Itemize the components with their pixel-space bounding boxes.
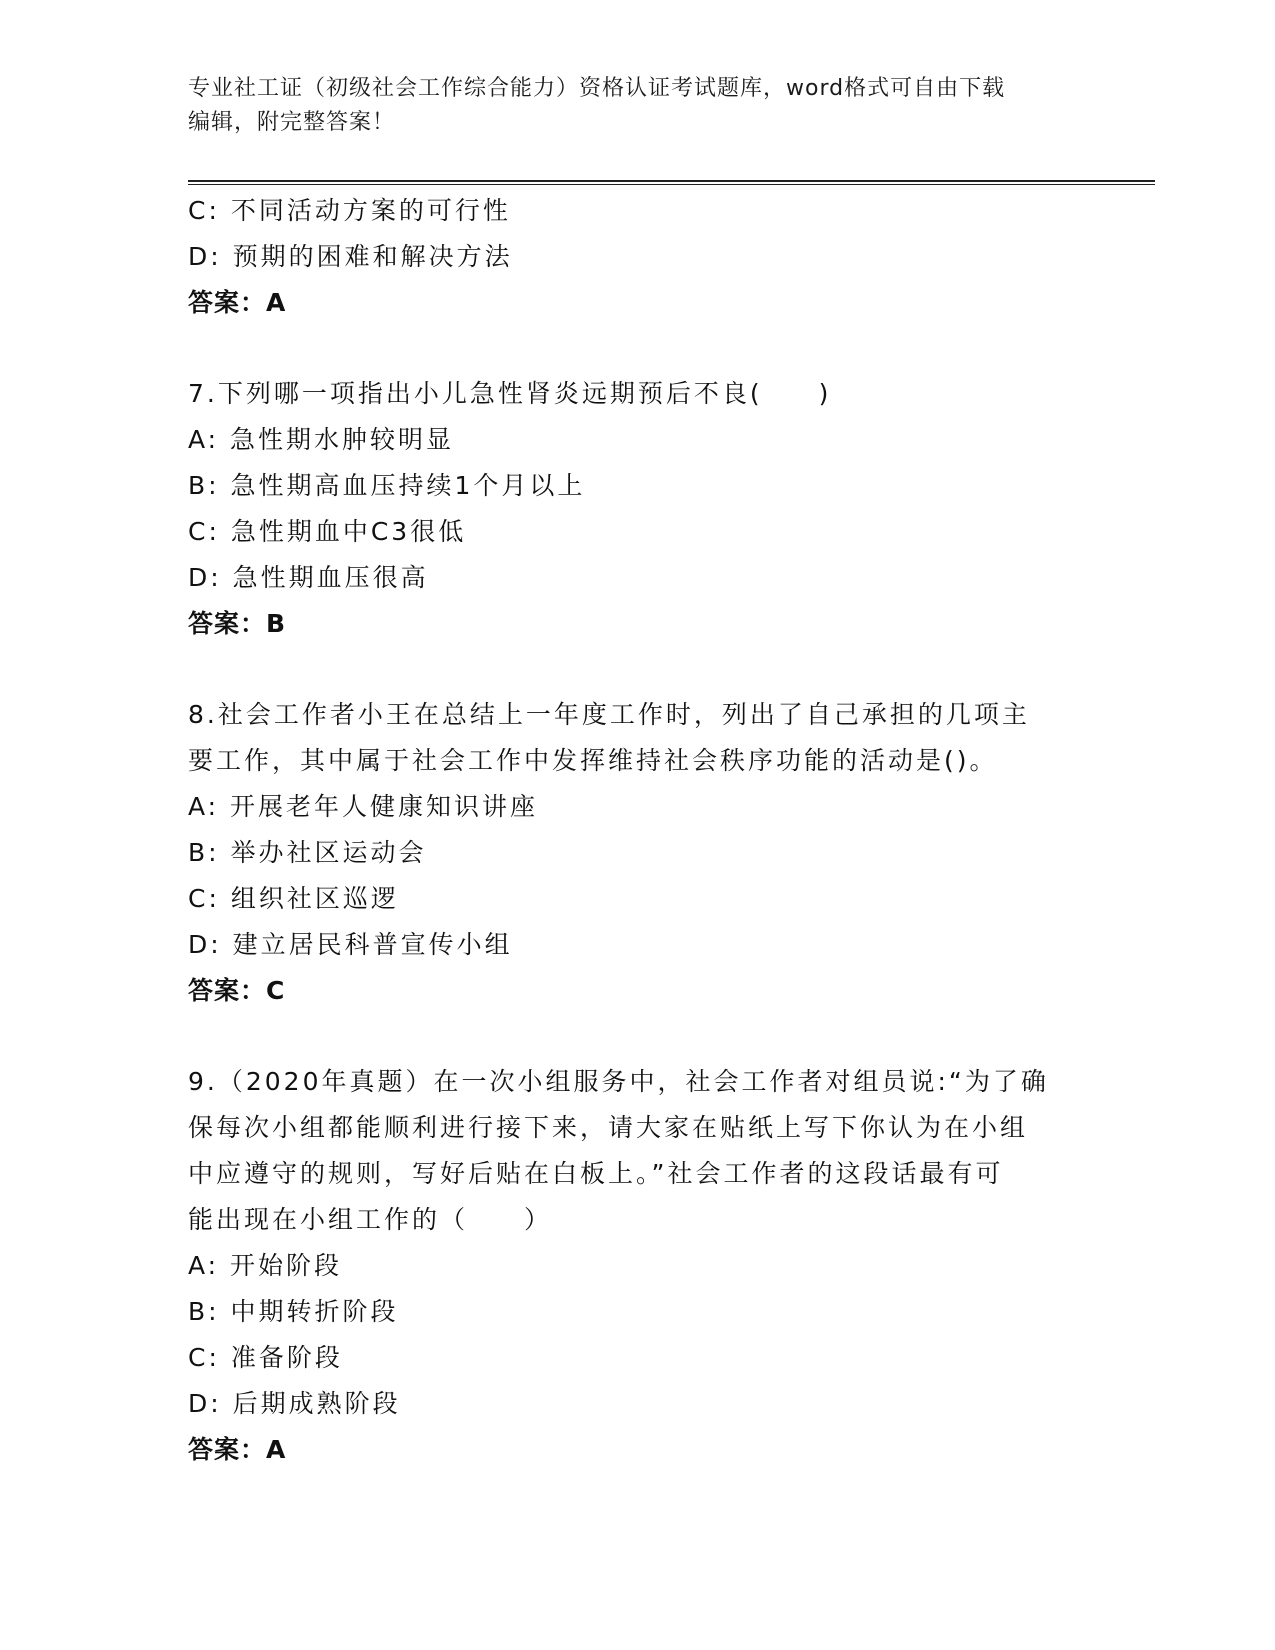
question-8 — [188, 692, 1088, 1014]
option-a: A: 开展老年人健康知识讲座 — [188, 792, 539, 821]
spacer — [188, 326, 1088, 371]
option-a: A: 开始阶段 — [188, 1251, 343, 1280]
answer: 答案：C — [188, 976, 286, 1005]
option-c: C: 急性期血中C3很低 — [188, 517, 467, 546]
option-b: B: 中期转折阶段 — [188, 1297, 399, 1326]
option-c: C: 组织社区巡逻 — [188, 884, 399, 913]
header-line-1: 专业社工证（初级社会工作综合能力）资格认证考试题库，word格式可自由下载 — [188, 76, 1006, 101]
question-stem-line-1: 9.（2020年真题）在一次小组服务中，社会工作者对组员说:“为了确 — [188, 1067, 1049, 1096]
option-d: D: 预期的困难和解决方法 — [188, 242, 513, 271]
spacer — [188, 647, 1088, 692]
answer: 答案：A — [188, 1435, 287, 1464]
question-stem: 7.下列哪一项指出小儿急性肾炎远期预后不良( ) — [188, 379, 832, 408]
question-stem-line-2: 保每次小组都能顺利进行接下来，请大家在贴纸上写下你认为在小组 — [188, 1113, 1029, 1142]
option-b: B: 急性期高血压持续1个月以上 — [188, 471, 586, 500]
question-stem-line-3: 中应遵守的规则，写好后贴在白板上。”社会工作者的这段话最有可 — [188, 1159, 1004, 1188]
answer: 答案：A — [188, 288, 287, 317]
question-6-continued — [188, 188, 1088, 326]
option-c: C: 准备阶段 — [188, 1343, 343, 1372]
header-line-2: 编辑，附完整答案！ — [188, 110, 396, 135]
header-divider-thin — [188, 184, 1155, 185]
option-c: C: 不同活动方案的可行性 — [188, 196, 511, 225]
question-9 — [188, 1059, 1088, 1473]
page-header — [188, 72, 1088, 140]
spacer — [188, 1014, 1088, 1059]
answer: 答案：B — [188, 609, 287, 638]
question-stem-line-2: 要工作，其中属于社会工作中发挥维持社会秩序功能的活动是()。 — [188, 746, 998, 775]
option-d: D: 后期成熟阶段 — [188, 1389, 401, 1418]
option-b: B: 举办社区运动会 — [188, 838, 427, 867]
question-7 — [188, 371, 1088, 647]
question-stem-line-4: 能出现在小组工作的（ ） — [188, 1205, 553, 1234]
question-stem-line-1: 8.社会工作者小王在总结上一年度工作时，列出了自己承担的几项主 — [188, 700, 1030, 729]
header-divider-thick — [188, 180, 1155, 182]
question-list — [188, 188, 1088, 1473]
option-d: D: 建立居民科普宣传小组 — [188, 930, 513, 959]
option-d: D: 急性期血压很高 — [188, 563, 429, 592]
option-a: A: 急性期水肿较明显 — [188, 425, 455, 454]
